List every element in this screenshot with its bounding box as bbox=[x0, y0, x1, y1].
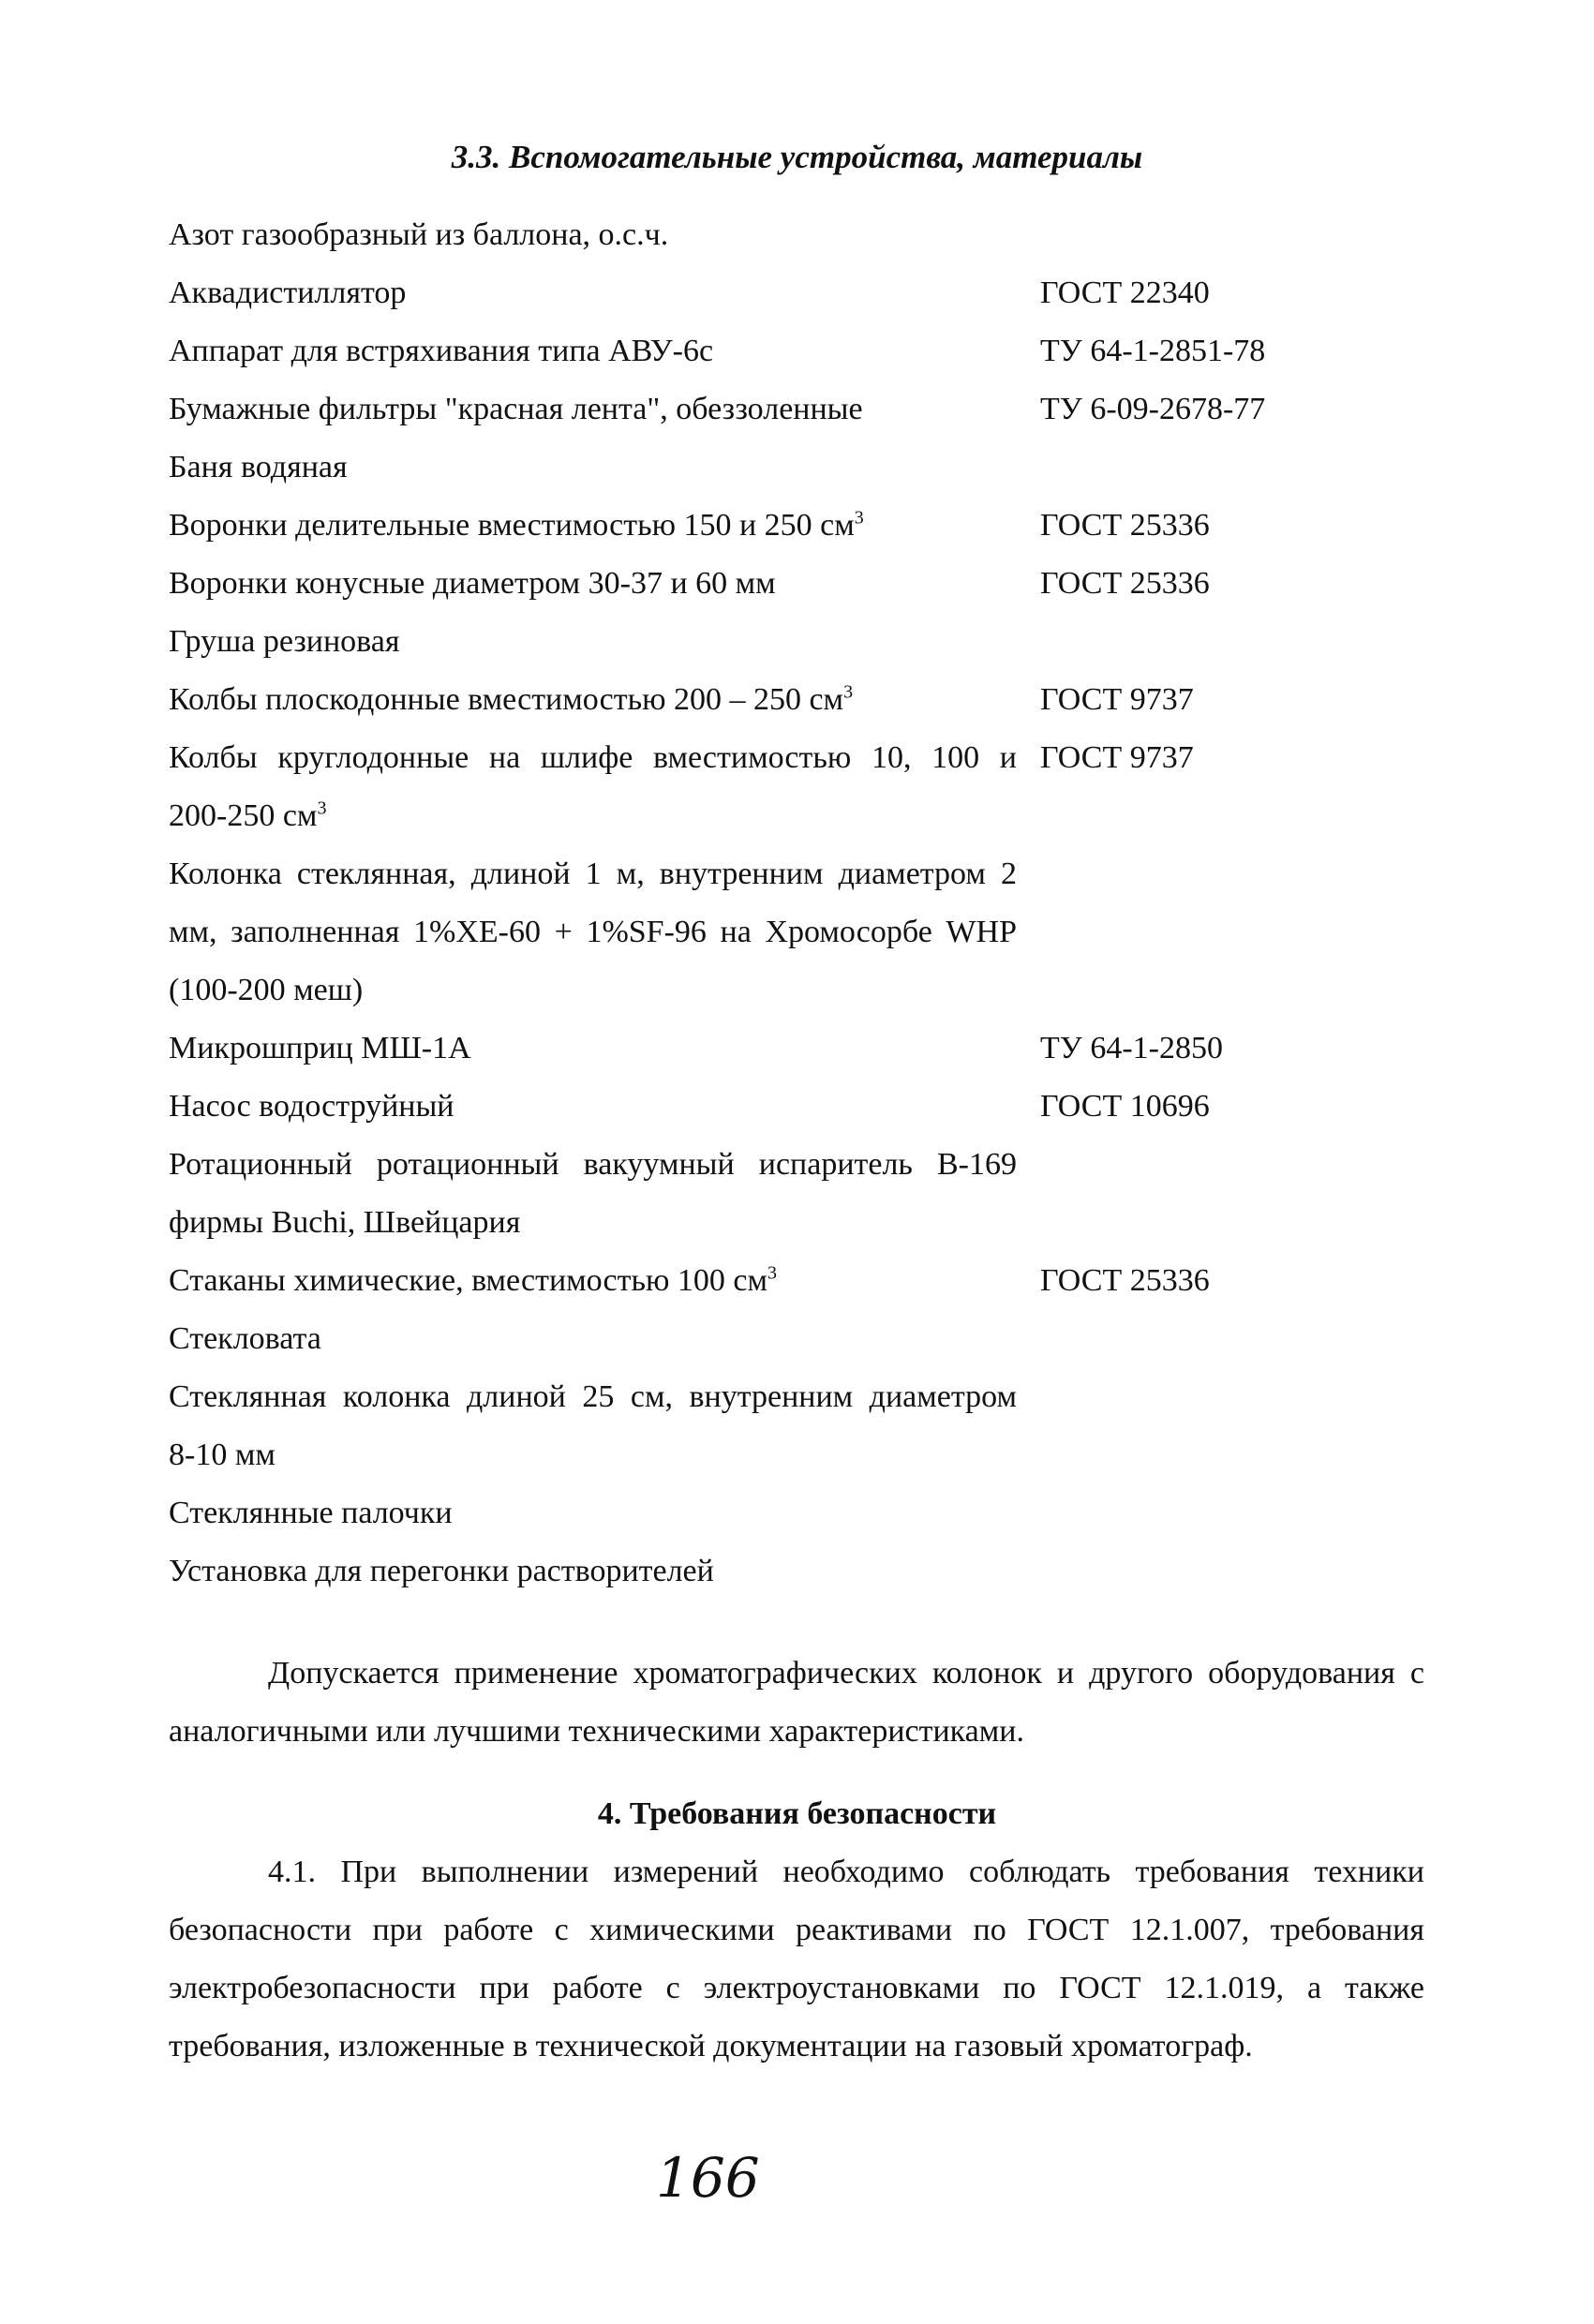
item-name bbox=[169, 380, 1012, 439]
item-name bbox=[169, 206, 1012, 264]
item-name bbox=[169, 1484, 1012, 1542]
list-item bbox=[169, 1310, 1293, 1368]
item-name bbox=[169, 1542, 1012, 1601]
item-standard: ТУ 64-1-2850 bbox=[1040, 1031, 1223, 1065]
item-standard: ТУ 6-09-2678-77 bbox=[1040, 392, 1266, 426]
list-item bbox=[169, 380, 1293, 439]
item-name bbox=[169, 961, 1012, 1020]
item-standard: ГОСТ 9737 bbox=[1040, 682, 1194, 717]
item-name-text: Стаканы химические, вместимостью 100 см bbox=[169, 1263, 767, 1298]
item-standard: ГОСТ 25336 bbox=[1040, 508, 1210, 543]
item-standard: ГОСТ 9737 bbox=[1040, 740, 1194, 775]
list-item bbox=[169, 206, 1293, 264]
item-name bbox=[169, 497, 1012, 555]
item-name bbox=[169, 903, 1017, 961]
list-item bbox=[169, 1078, 1293, 1136]
list-item bbox=[169, 845, 1293, 903]
item-name-text: Стекловата bbox=[169, 1321, 321, 1356]
list-item bbox=[169, 1484, 1293, 1542]
list-item bbox=[169, 903, 1293, 961]
item-name bbox=[169, 1020, 1012, 1078]
list-item bbox=[169, 555, 1293, 613]
list-item bbox=[169, 1194, 1293, 1252]
list-item bbox=[169, 961, 1293, 1020]
list-item bbox=[169, 1426, 1293, 1484]
item-name bbox=[169, 1310, 1012, 1368]
superscript: 3 bbox=[843, 681, 854, 703]
list-item bbox=[169, 1542, 1293, 1601]
item-name-text: Груша резиновая bbox=[169, 624, 400, 659]
item-name bbox=[169, 1252, 1012, 1310]
section4-title: 4. Требования безопасности bbox=[597, 1796, 997, 1831]
item-name-text: Стеклянная колонка длиной 25 см, внутренним диаметром bbox=[169, 1379, 1017, 1414]
item-standard: ГОСТ 10696 bbox=[1040, 1089, 1210, 1124]
equipment-note: Допускается применение хроматографических колонок и другого оборудования с аналогичными или лучшими техническими характеристиками. bbox=[169, 1656, 1424, 1749]
item-standard: ГОСТ 22340 bbox=[1040, 276, 1210, 310]
item-name-text: Аппарат для встряхивания типа АВУ-6с bbox=[169, 334, 714, 368]
item-name-text: Микрошприц МШ-1А bbox=[169, 1031, 471, 1065]
section4-text: 4.1. При выполнении измерений необходимо соблюдать требования техники безопасности при работе с химическими реактивами по ГОСТ 12.1.007, требования электробезопасности при работе с электроустановками по ГОСТ 12.1.019, а также требования, изложенные в технической документации на газовый хроматограф. bbox=[169, 1855, 1424, 2063]
item-name bbox=[169, 322, 1012, 380]
item-standard: ГОСТ 25336 bbox=[1040, 1263, 1210, 1298]
list-item bbox=[169, 613, 1293, 671]
item-name-text: 200-250 см bbox=[169, 798, 318, 833]
item-standard: ГОСТ 25336 bbox=[1040, 566, 1210, 601]
list-item bbox=[169, 729, 1293, 787]
list-item bbox=[169, 439, 1293, 497]
item-name bbox=[169, 671, 1012, 729]
section-title: 3.3. Вспомогательные устройства, материалы bbox=[451, 139, 1143, 175]
list-item bbox=[169, 1368, 1293, 1426]
item-name bbox=[169, 787, 1012, 845]
handwritten-page-number bbox=[656, 2146, 806, 2221]
item-name-text: Баня водяная bbox=[169, 450, 348, 484]
item-name-text: Аквадистиллятор bbox=[169, 276, 407, 310]
item-name bbox=[169, 264, 1012, 322]
item-name bbox=[169, 1078, 1012, 1136]
list-item bbox=[169, 264, 1293, 322]
list-item bbox=[169, 671, 1293, 729]
item-name-text: Воронки конусные диаметром 30-37 и 60 мм bbox=[169, 566, 776, 601]
list-item bbox=[169, 1136, 1293, 1194]
item-name bbox=[169, 1194, 1012, 1252]
item-name-text: Насос водоструйный bbox=[169, 1089, 454, 1124]
item-name-text: Колбы круглодонные на шлифе вместимостью 10, 100 и bbox=[169, 740, 1017, 775]
item-name-text: 8-10 мм bbox=[169, 1438, 276, 1472]
item-standard: ТУ 64-1-2851-78 bbox=[1040, 334, 1266, 368]
item-name bbox=[169, 1136, 1017, 1194]
item-name-text: мм, заполненная 1%XE-60 + 1%SF-96 на Хромосорбе WHP bbox=[169, 915, 1017, 949]
item-name bbox=[169, 439, 1012, 497]
list-item bbox=[169, 1252, 1293, 1310]
item-name bbox=[169, 555, 1012, 613]
item-name-text: (100-200 меш) bbox=[169, 973, 364, 1007]
item-name bbox=[169, 729, 1017, 787]
item-name bbox=[169, 1426, 1012, 1484]
item-name bbox=[169, 845, 1017, 903]
item-name bbox=[169, 1368, 1017, 1426]
item-name-text: Установка для перегонки растворителей bbox=[169, 1554, 714, 1588]
list-item bbox=[169, 497, 1293, 555]
page-number: 166 bbox=[656, 2146, 760, 2210]
list-item bbox=[169, 787, 1293, 845]
superscript: 3 bbox=[317, 797, 327, 819]
superscript: 3 bbox=[854, 507, 864, 529]
item-name-text: Азот газообразный из баллона, о.с.ч. bbox=[169, 217, 669, 252]
item-name-text: фирмы Buchi, Швейцария bbox=[169, 1205, 521, 1240]
list-item bbox=[169, 1020, 1293, 1078]
list-item bbox=[169, 322, 1293, 380]
materials-list bbox=[169, 206, 1293, 1601]
item-name-text: Стеклянные палочки bbox=[169, 1496, 453, 1530]
item-name-text: Колонка стеклянная, длиной 1 м, внутренним диаметром 2 bbox=[169, 857, 1017, 891]
item-name-text: Бумажные фильтры "красная лента", обеззоленные bbox=[169, 392, 863, 426]
item-name-text: Колбы плоскодонные вместимостью 200 – 250 см bbox=[169, 682, 844, 717]
item-name bbox=[169, 613, 1012, 671]
item-name-text: Воронки делительные вместимостью 150 и 250 см bbox=[169, 508, 855, 543]
item-name-text: Ротационный ротационный вакуумный испаритель В-169 bbox=[169, 1147, 1017, 1182]
superscript: 3 bbox=[767, 1262, 777, 1284]
